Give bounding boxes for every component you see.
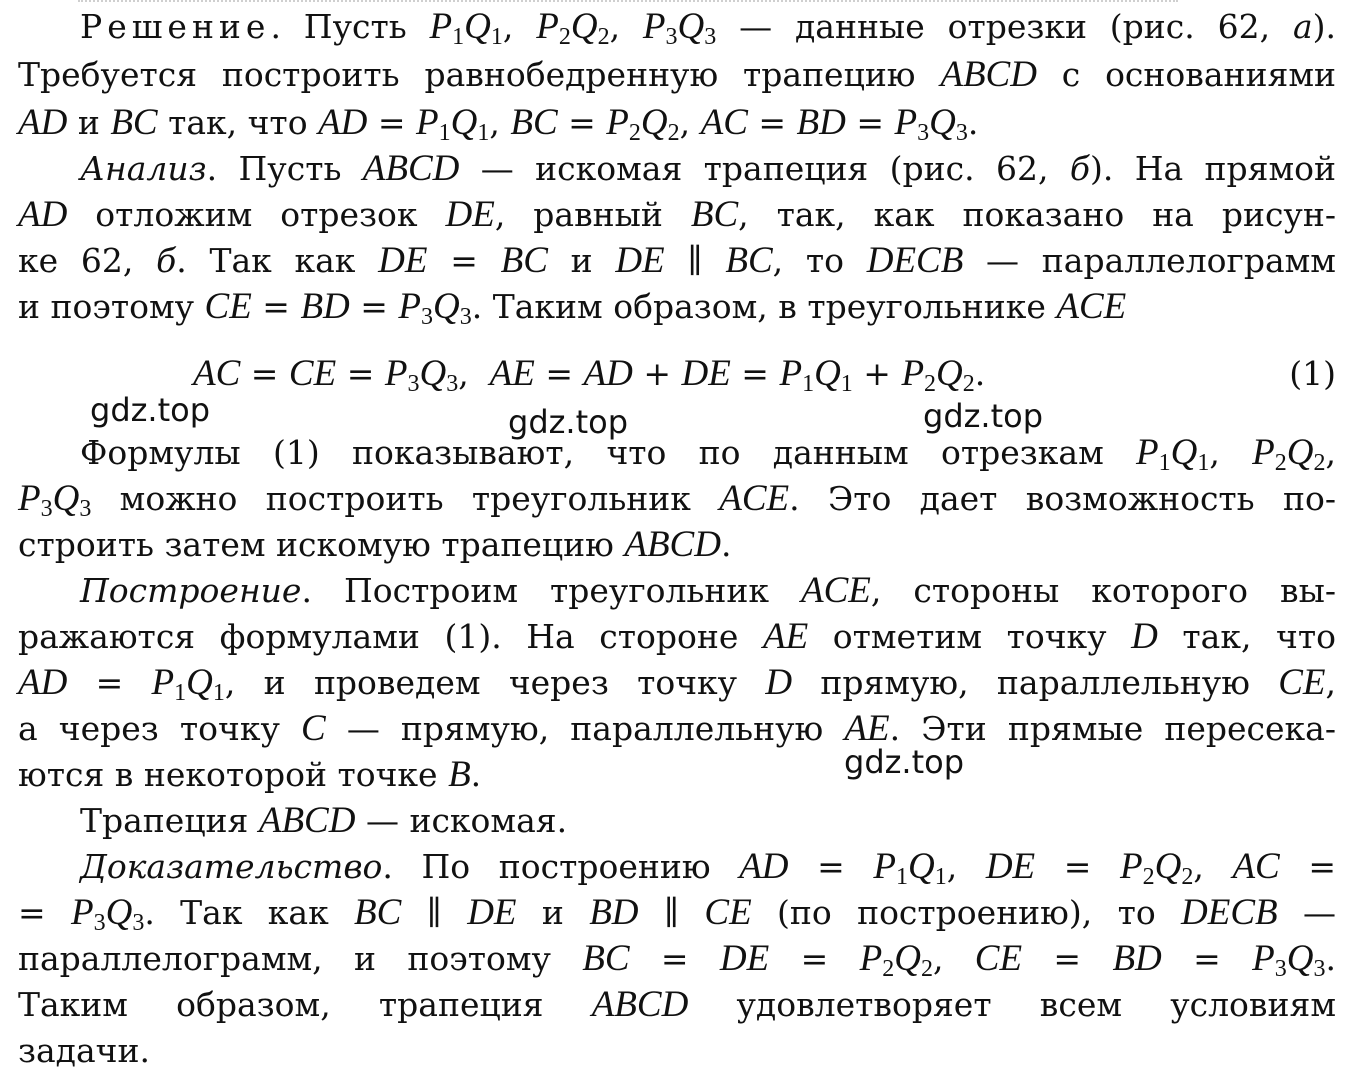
text-line-3: AD и BC так, что AD = $P_1Q_1$, BC = $P_2Q_2$, AC = BD = $P_3Q_3$. xyxy=(18,102,979,146)
display-formula xyxy=(18,351,1336,397)
text-line-9: $P_3Q_3$ можно построить треугольник ACE. Это дает возможность по- xyxy=(18,478,1336,522)
text-line-17: Доказательство. По построению AD = $P_1Q_1$, DE = $P_2Q_2$, AC = xyxy=(80,846,1336,890)
text-line-6: ке 62, б. Так как DE = BC и DE ∥ BC, то DECB — параллелограмм xyxy=(18,240,1336,281)
text-line-20: Таким образом, трапеция ABCD удовлетворяет всем условиям xyxy=(18,984,1336,1025)
text-line-15: ются в некоторой точке B. xyxy=(18,754,482,795)
text-line-5: AD отложим отрезок DE, равный BC, так, как показано на рисун- xyxy=(18,194,1336,235)
text-line-7: и поэтому CE = BD = $P_3Q_3$. Таким образом, в треугольнике ACE xyxy=(18,286,1127,330)
watermark: gdz.top xyxy=(508,403,629,441)
text-line-1: Решение. Пусть $P_1Q_1$, $P_2Q_2$, $P_3Q_3$ — данные отрезки (рис. 62, а). xyxy=(80,6,1337,50)
clipped-previous-line xyxy=(78,0,1178,2)
text-line-18: = $P_3Q_3$. Так как BC ∥ DE и BD ∥ CE (по построению), то DECB — xyxy=(18,892,1336,936)
text-line-21: задачи. xyxy=(18,1031,150,1070)
text-line-8: Формулы (1) показывают, что по данным отрезкам $P_1Q_1$, $P_2Q_2$, xyxy=(80,432,1336,476)
watermark: gdz.top xyxy=(844,743,965,781)
text-line-16: Трапеция ABCD — искомая. xyxy=(80,800,568,841)
text-line-4: Анализ. Пусть ABCD — искомая трапеция (рис. 62, б). На прямой xyxy=(80,148,1336,189)
text-line-19: параллелограмм, и поэтому BC = DE = $P_2Q_2$, CE = BD = $P_3Q_3$. xyxy=(18,938,1336,982)
text-line-14: а через точку C — прямую, параллельную AE. Эти прямые пересека- xyxy=(18,708,1336,749)
text-line-11: Построение. Построим треугольник ACE, стороны которого вы- xyxy=(80,570,1336,611)
text-line-2: Требуется построить равнобедренную трапецию ABCD с основаниями xyxy=(18,54,1337,95)
text-line-13: AD = $P_1Q_1$, и проведем через точку D прямую, параллельную CE, xyxy=(18,662,1336,706)
watermark: gdz.top xyxy=(90,391,211,429)
formula-number: (1) xyxy=(1289,354,1336,393)
text-line-10: строить затем искомую трапецию ABCD. xyxy=(18,524,732,565)
watermark: gdz.top xyxy=(923,397,1044,435)
formula-body: AC = CE = $P_3Q_3$, AE = AD + DE = $P_1Q_1 + P_2Q_2$. xyxy=(193,353,986,397)
text-line-12: ражаются формулами (1). На стороне AE отметим точку D так, что xyxy=(18,616,1336,657)
textbook-page xyxy=(18,0,1336,1084)
